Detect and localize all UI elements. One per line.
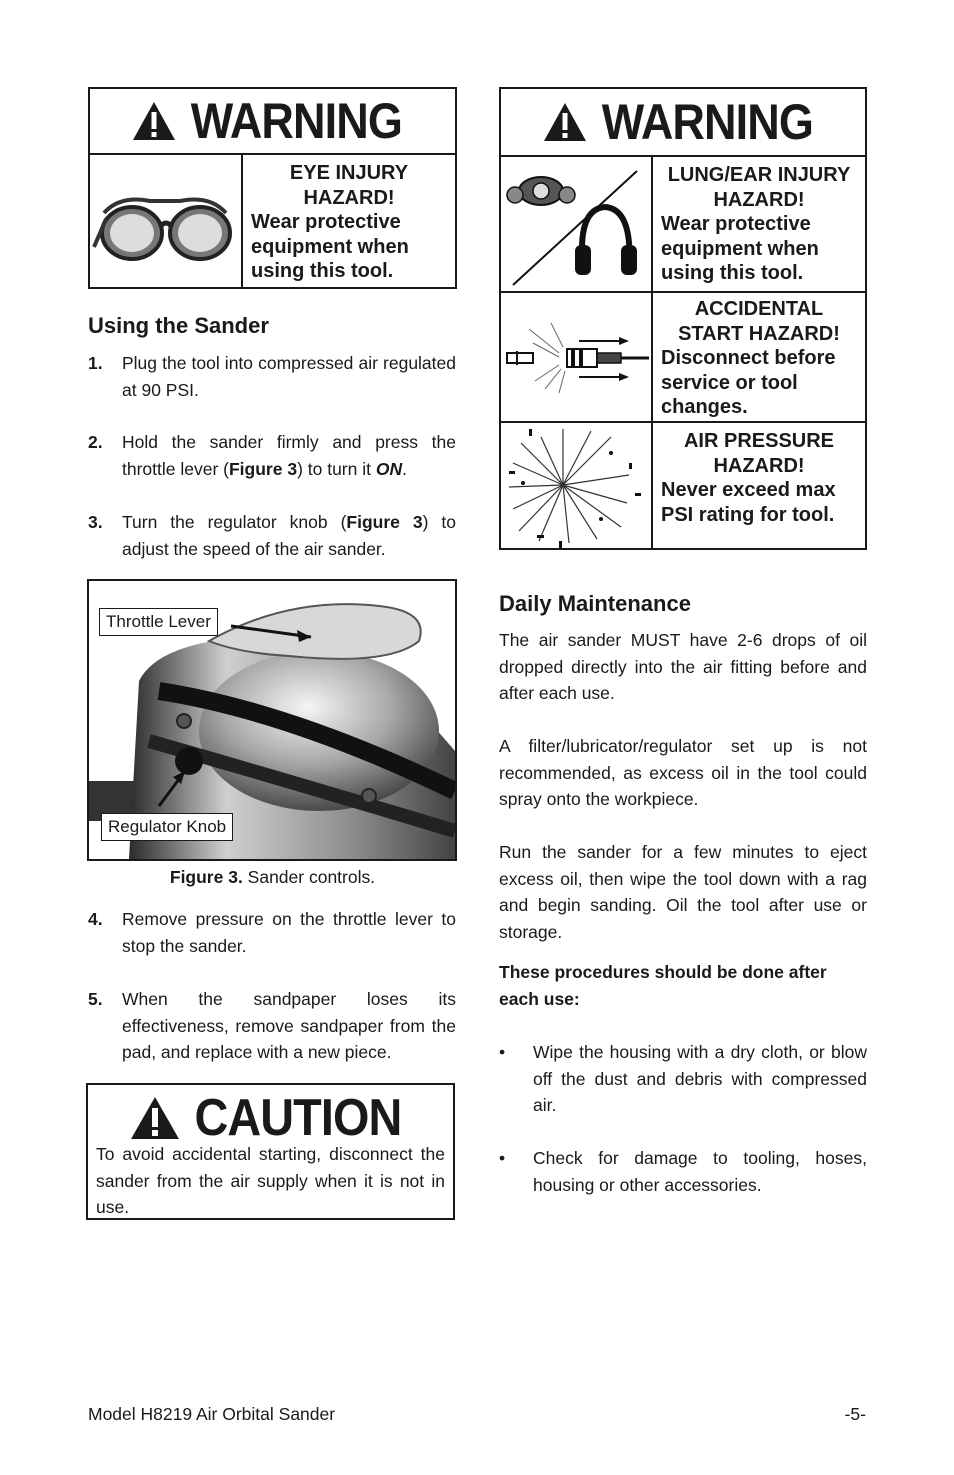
safety-glasses-icon [90, 155, 243, 287]
step-2: 2. Hold the sander firmly and press the throttle lever (Figure 3) to turn it ON. [88, 432, 456, 479]
daily-maintenance-heading: Daily Maintenance [499, 591, 691, 616]
eye-hazard-message [243, 155, 455, 287]
maintenance-paragraph-1: The air sander MUST have 2-6 drops of oil dropped directly into the air fitting before and after each use. [499, 630, 867, 703]
warning-title: WARNING [190, 93, 403, 149]
respirator-earmuff-icon [501, 157, 653, 291]
maintenance-bold-lead: These procedures should be done after each use: [499, 962, 827, 1009]
maintenance-paragraph-2: A filter/lubricator/regulator set up is not recommended, as excess oil in the tool could spray onto the workpiece. [499, 736, 867, 809]
using-sander-heading: Using the Sander [88, 313, 269, 338]
burst-pressure-icon [501, 423, 653, 548]
step-1: 1. Plug the tool into compressed air regulated at 90 PSI. [88, 353, 456, 400]
caution-title: CAUTION [194, 1089, 401, 1147]
caution-triangle-icon [129, 1095, 181, 1141]
step-3: 3. Turn the regulator knob (Figure 3) to adjust the speed of the air sander. [88, 512, 456, 559]
eye-hazard-body: Wear protective equipment when using this tool. [251, 211, 409, 282]
step-4: 4. Remove pressure on the throttle lever to stop the sander. [88, 909, 456, 956]
eye-hazard-title: EYE INJURY HAZARD! [289, 162, 409, 209]
eye-warning-box [88, 87, 457, 289]
lung-ear-hazard-message: LUNG/EAR INJURY HAZARD! Wear protective equipment when using this tool. [661, 164, 851, 284]
caution-box [86, 1083, 455, 1220]
maintenance-paragraph-3: Run the sander for a few minutes to eject excess oil, then wipe the tool down with a rag and begin sanding. Oil the tool after use or storage. [499, 842, 867, 942]
step-5: 5. When the sandpaper loses its effectiveness, remove sandpaper from the pad, and replace with a new piece. [88, 989, 456, 1062]
warning-triangle-icon [131, 100, 177, 142]
accidental-start-hazard-message: ACCIDENTAL START HAZARD! Disconnect before service or tool changes. [661, 298, 840, 418]
warning-banner [90, 89, 455, 155]
multi-hazard-warning-box [499, 87, 867, 550]
throttle-lever-label: Throttle Lever [99, 608, 218, 636]
warning-banner-right [501, 89, 865, 157]
footer-page-number: -5- [844, 1404, 866, 1424]
air-disconnect-icon [501, 293, 653, 421]
warning-title-right: WARNING [601, 94, 813, 150]
caution-banner [88, 1089, 453, 1147]
warning-triangle-icon [542, 101, 588, 143]
maintenance-bullet-2: • Check for damage to tooling, hoses, housing or other accessories. [499, 1148, 867, 1195]
figure-3-caption: Figure 3. Sander controls. [169, 867, 376, 887]
footer-model: Model H8219 Air Orbital Sander [88, 1404, 336, 1424]
maintenance-bullet-1: • Wipe the housing with a dry cloth, or blow off the dust and debris with compressed air. [499, 1042, 867, 1115]
caution-body: To avoid accidental starting, disconnect the sander from the air supply when it is not in use. [96, 1144, 445, 1217]
regulator-knob-label: Regulator Knob [101, 813, 233, 841]
air-pressure-hazard-message: AIR PRESSURE HAZARD! Never exceed max PSI rating for tool. [661, 430, 836, 526]
figure-3-photo [87, 579, 457, 861]
